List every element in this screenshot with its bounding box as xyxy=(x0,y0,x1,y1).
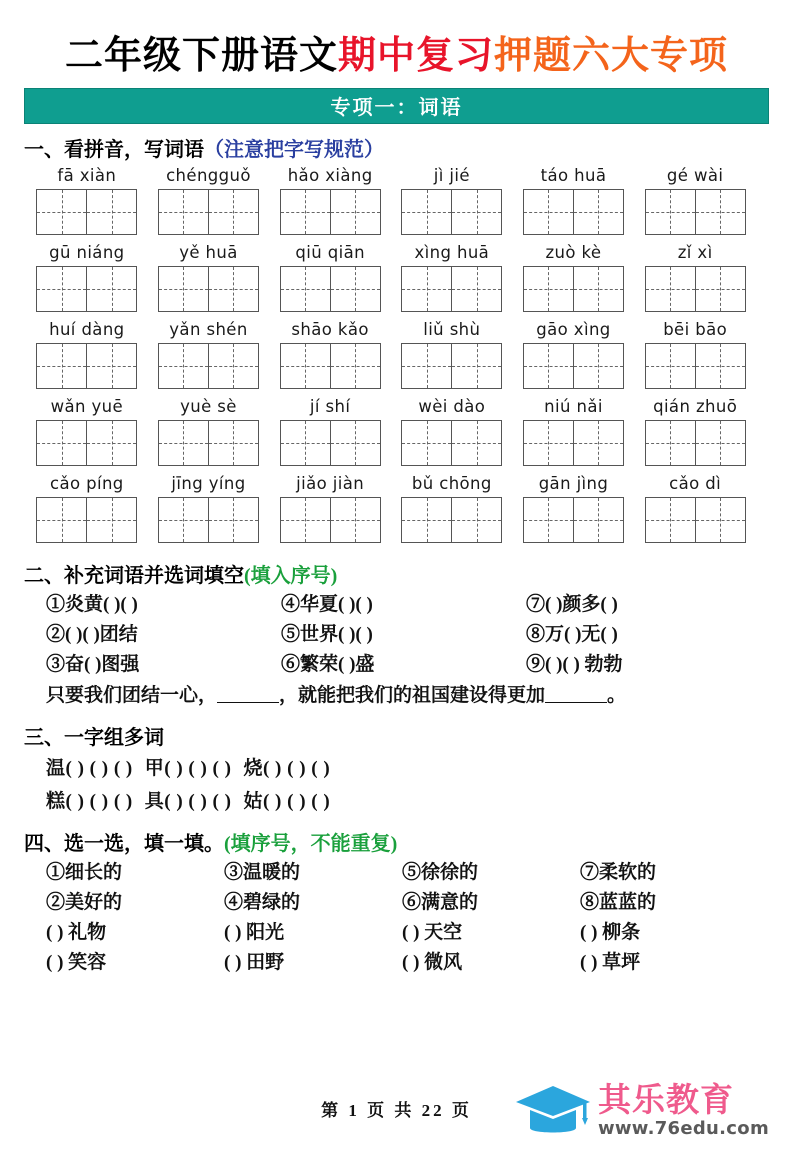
pinyin-label: qiū qiān xyxy=(295,242,365,262)
tianzige-cell[interactable] xyxy=(330,498,380,542)
section2-row xyxy=(46,620,769,650)
section4-options-row xyxy=(46,888,769,918)
tianzige-cell[interactable] xyxy=(695,190,745,234)
tianzige-cell[interactable] xyxy=(208,190,258,234)
pinyin-item xyxy=(32,473,142,543)
section2-heading-text: 二、补充词语并选词填空 xyxy=(24,562,244,587)
tianzige-cell[interactable] xyxy=(86,267,136,311)
char-brackets[interactable]: ( ) ( ) ( ) xyxy=(164,757,232,779)
tianzige-box[interactable] xyxy=(36,189,137,235)
tianzige-box[interactable] xyxy=(280,497,381,543)
tianzige-cell[interactable] xyxy=(646,344,695,388)
option-item[interactable]: ⑤徐徐的 xyxy=(402,861,479,883)
tianzige-box[interactable] xyxy=(523,266,624,312)
section4-blanks-row xyxy=(46,918,769,948)
tianzige-cell[interactable] xyxy=(695,498,745,542)
pinyin-item xyxy=(32,396,142,466)
tianzige-cell[interactable] xyxy=(451,344,501,388)
pinyin-label: gé wài xyxy=(666,165,724,185)
tianzige-cell[interactable] xyxy=(159,344,208,388)
section4-blanks-row xyxy=(46,948,769,978)
sentence-blank-2[interactable] xyxy=(545,702,607,703)
pinyin-label: táo huā xyxy=(540,165,607,185)
title-black-part: 二年级下册语文 xyxy=(64,33,338,77)
tianzige-cell[interactable] xyxy=(37,190,86,234)
tianzige-box[interactable] xyxy=(36,497,137,543)
pinyin-label: gū niáng xyxy=(49,242,125,262)
pinyin-item xyxy=(519,165,629,235)
page-title xyxy=(24,34,769,78)
tianzige-cell[interactable] xyxy=(330,344,380,388)
tianzige-box[interactable] xyxy=(401,266,502,312)
tianzige-cell[interactable] xyxy=(208,421,258,465)
pinyin-item xyxy=(154,473,264,543)
title-red-part: 期中复习 xyxy=(337,33,494,77)
pinyin-label: huí dàng xyxy=(49,319,125,339)
section3-heading xyxy=(24,721,769,750)
pinyin-label: fā xiàn xyxy=(57,165,117,185)
pinyin-label: jí shí xyxy=(309,396,351,416)
tianzige-cell[interactable] xyxy=(695,267,745,311)
char-label: 姑 xyxy=(243,790,263,812)
blank-item[interactable]: ( ) 阳光 xyxy=(224,921,285,943)
char-label: 温 xyxy=(46,757,66,779)
tianzige-cell[interactable] xyxy=(451,267,501,311)
page-number: 第 1 页 共 22 页 xyxy=(321,1101,472,1120)
tianzige-box[interactable] xyxy=(36,420,137,466)
tianzige-cell[interactable] xyxy=(159,421,208,465)
tianzige-box[interactable] xyxy=(523,343,624,389)
tianzige-box[interactable] xyxy=(523,189,624,235)
tianzige-cell[interactable] xyxy=(402,344,451,388)
idiom-item[interactable]: ⑥繁荣( )盛 xyxy=(281,653,375,675)
tianzige-cell[interactable] xyxy=(86,421,136,465)
pinyin-item xyxy=(154,396,264,466)
tianzige-cell[interactable] xyxy=(86,344,136,388)
sentence-part-3: 。 xyxy=(607,684,627,706)
tianzige-box[interactable] xyxy=(36,343,137,389)
tianzige-box[interactable] xyxy=(158,420,259,466)
tianzige-cell[interactable] xyxy=(524,267,573,311)
pinyin-label: wǎn yuē xyxy=(50,396,124,416)
tianzige-cell[interactable] xyxy=(281,421,330,465)
char-label: 具 xyxy=(144,790,165,812)
tianzige-box[interactable] xyxy=(401,497,502,543)
pinyin-item xyxy=(32,242,142,312)
tianzige-cell[interactable] xyxy=(573,498,623,542)
tianzige-box[interactable] xyxy=(645,497,746,543)
pinyin-label: liǔ shù xyxy=(423,319,481,339)
tianzige-cell[interactable] xyxy=(451,421,501,465)
char-brackets[interactable]: ( ) ( ) ( ) xyxy=(65,757,133,779)
tianzige-cell[interactable] xyxy=(402,190,451,234)
idiom-item[interactable]: ⑨( )( ) 勃勃 xyxy=(526,653,623,675)
tianzige-cell[interactable] xyxy=(573,421,623,465)
pinyin-label: chéngguǒ xyxy=(166,165,251,185)
section1-heading xyxy=(24,133,769,162)
sentence-part-1: 只要我们团结一心， xyxy=(46,684,218,706)
tianzige-cell[interactable] xyxy=(208,344,258,388)
idiom-item[interactable]: ④华夏( )( ) xyxy=(281,593,373,615)
tianzige-cell[interactable] xyxy=(402,421,451,465)
tianzige-cell[interactable] xyxy=(208,267,258,311)
tianzige-cell[interactable] xyxy=(451,498,501,542)
pinyin-item xyxy=(275,165,385,235)
tianzige-cell[interactable] xyxy=(402,498,451,542)
tianzige-cell[interactable] xyxy=(573,267,623,311)
blank-item[interactable]: ( ) 笑容 xyxy=(46,951,107,973)
tianzige-box[interactable] xyxy=(401,189,502,235)
section4-note: (填序号，不能重复) xyxy=(224,832,398,855)
pinyin-item xyxy=(154,242,264,312)
char-label: 糕 xyxy=(46,790,66,812)
section2-note: (填入序号) xyxy=(244,564,338,587)
pinyin-label: shāo kǎo xyxy=(291,319,369,339)
pinyin-label: cǎo píng xyxy=(49,473,124,493)
section4-heading xyxy=(24,827,769,856)
tianzige-box[interactable] xyxy=(280,420,381,466)
section3-heading-text: 三、一字组多词 xyxy=(24,724,164,749)
tianzige-box[interactable] xyxy=(523,420,624,466)
pinyin-label: bǔ chōng xyxy=(411,473,492,493)
tianzige-box[interactable] xyxy=(280,189,381,235)
idiom-item[interactable]: ⑦( )颜多( ) xyxy=(526,593,618,615)
brand-url: www.76edu.com xyxy=(597,1118,769,1139)
tianzige-cell[interactable] xyxy=(159,190,208,234)
option-item[interactable]: ②美好的 xyxy=(46,891,123,913)
section-banner xyxy=(24,88,769,124)
tianzige-cell[interactable] xyxy=(330,267,380,311)
title-orange-part: 押题六大专项 xyxy=(494,33,729,77)
pinyin-label: wèi dào xyxy=(418,396,486,416)
brand-text xyxy=(597,1080,769,1139)
tianzige-box[interactable] xyxy=(280,266,381,312)
tianzige-cell[interactable] xyxy=(37,421,86,465)
tianzige-cell[interactable] xyxy=(37,344,86,388)
tianzige-cell[interactable] xyxy=(451,190,501,234)
idiom-item[interactable]: ①炎黄( )( ) xyxy=(46,593,138,615)
section3-row xyxy=(46,785,769,818)
idiom-item[interactable]: ⑤世界( )( ) xyxy=(281,623,373,645)
graduation-cap-icon xyxy=(514,1084,592,1138)
pinyin-item xyxy=(275,242,385,312)
pinyin-item xyxy=(640,473,750,543)
section3-row xyxy=(46,752,769,785)
tianzige-cell[interactable] xyxy=(330,190,380,234)
tianzige-cell[interactable] xyxy=(281,190,330,234)
section2-heading xyxy=(24,559,769,588)
pinyin-item xyxy=(640,165,750,235)
tianzige-box[interactable] xyxy=(36,266,137,312)
pinyin-label: zuò kè xyxy=(545,242,602,262)
tianzige-box[interactable] xyxy=(401,420,502,466)
option-item[interactable]: ③温暖的 xyxy=(224,861,301,883)
tianzige-cell[interactable] xyxy=(37,498,86,542)
tianzige-box[interactable] xyxy=(523,497,624,543)
pinyin-label: qián zhuō xyxy=(653,396,738,416)
pinyin-item xyxy=(275,473,385,543)
idiom-item[interactable]: ②( )( )团结 xyxy=(46,623,138,645)
section4-options-row xyxy=(46,858,769,888)
page-footer xyxy=(0,1078,793,1138)
option-item[interactable]: ④碧绿的 xyxy=(224,891,301,913)
tianzige-cell[interactable] xyxy=(159,267,208,311)
pinyin-label: yuè sè xyxy=(180,396,237,416)
tianzige-box[interactable] xyxy=(645,266,746,312)
section1-note: （注意把字写规范） xyxy=(204,138,384,161)
pinyin-label: bēi bāo xyxy=(663,319,728,339)
pinyin-item xyxy=(397,396,507,466)
tianzige-box[interactable] xyxy=(158,497,259,543)
pinyin-label: yě huā xyxy=(179,242,238,262)
blank-item[interactable]: ( ) 礼物 xyxy=(46,921,107,943)
option-item[interactable]: ⑦柔软的 xyxy=(580,861,657,883)
tianzige-cell[interactable] xyxy=(281,344,330,388)
pinyin-label: yǎn shén xyxy=(169,319,248,339)
tianzige-cell[interactable] xyxy=(524,190,573,234)
char-brackets[interactable]: ( ) ( ) ( ) xyxy=(65,790,133,812)
tianzige-cell[interactable] xyxy=(402,267,451,311)
idiom-item[interactable]: ③奋( )图强 xyxy=(46,653,140,675)
tianzige-cell[interactable] xyxy=(573,190,623,234)
pinyin-item xyxy=(640,396,750,466)
section-banner-label: 专项一：词语 xyxy=(330,95,463,120)
blank-item[interactable]: ( ) 天空 xyxy=(402,921,463,943)
tianzige-cell[interactable] xyxy=(573,344,623,388)
tianzige-cell[interactable] xyxy=(281,267,330,311)
pinyin-item xyxy=(519,473,629,543)
tianzige-cell[interactable] xyxy=(646,498,695,542)
pinyin-item xyxy=(519,396,629,466)
tianzige-cell[interactable] xyxy=(159,498,208,542)
pinyin-item xyxy=(397,242,507,312)
pinyin-label: jì jié xyxy=(433,165,470,185)
brand-logo xyxy=(514,1080,769,1139)
pinyin-label: niú nǎi xyxy=(544,396,603,416)
char-label: 烧 xyxy=(243,757,263,779)
pinyin-label: jiǎo jiàn xyxy=(296,473,365,493)
pinyin-label: hǎo xiàng xyxy=(287,165,373,185)
tianzige-cell[interactable] xyxy=(524,498,573,542)
tianzige-box[interactable] xyxy=(158,189,259,235)
section2-row xyxy=(46,650,769,680)
tianzige-cell[interactable] xyxy=(86,498,136,542)
tianzige-cell[interactable] xyxy=(646,267,695,311)
char-label: 甲 xyxy=(144,757,165,779)
pinyin-item xyxy=(519,242,629,312)
option-item[interactable]: ⑥满意的 xyxy=(402,891,479,913)
pinyin-item xyxy=(32,165,142,235)
tianzige-cell[interactable] xyxy=(695,421,745,465)
tianzige-box[interactable] xyxy=(645,189,746,235)
char-brackets[interactable]: ( ) ( ) ( ) xyxy=(262,790,331,812)
tianzige-box[interactable] xyxy=(158,266,259,312)
pinyin-item xyxy=(154,319,264,389)
tianzige-box[interactable] xyxy=(280,343,381,389)
idiom-item[interactable]: ⑧万( )无( ) xyxy=(526,623,618,645)
section4-heading-text: 四、选一选，填一填。 xyxy=(24,830,224,855)
option-item[interactable]: ①细长的 xyxy=(46,861,123,883)
tianzige-cell[interactable] xyxy=(524,421,573,465)
char-brackets[interactable]: ( ) ( ) ( ) xyxy=(262,757,331,779)
pinyin-item xyxy=(397,473,507,543)
pinyin-item xyxy=(397,165,507,235)
tianzige-cell[interactable] xyxy=(330,421,380,465)
tianzige-box[interactable] xyxy=(645,420,746,466)
pinyin-item xyxy=(275,319,385,389)
tianzige-box[interactable] xyxy=(158,343,259,389)
pinyin-item xyxy=(640,242,750,312)
tianzige-cell[interactable] xyxy=(524,344,573,388)
option-item[interactable]: ⑧蓝蓝的 xyxy=(580,891,657,913)
tianzige-cell[interactable] xyxy=(281,498,330,542)
tianzige-box[interactable] xyxy=(401,343,502,389)
blank-item[interactable]: ( ) 田野 xyxy=(224,951,285,973)
pinyin-label: xìng huā xyxy=(414,242,490,262)
tianzige-cell[interactable] xyxy=(646,421,695,465)
pinyin-item xyxy=(519,319,629,389)
pinyin-label: zǐ xì xyxy=(677,242,713,262)
worksheet-page xyxy=(0,34,793,1156)
section2-row xyxy=(46,590,769,620)
pinyin-item xyxy=(640,319,750,389)
tianzige-box[interactable] xyxy=(645,343,746,389)
section1-heading-text: 一、看拼音，写词语 xyxy=(24,136,204,161)
tianzige-cell[interactable] xyxy=(86,190,136,234)
tianzige-cell[interactable] xyxy=(695,344,745,388)
brand-name: 其乐教育 xyxy=(597,1080,734,1119)
sentence-blank-1[interactable] xyxy=(217,702,279,703)
section2-sentence xyxy=(46,680,769,712)
pinyin-label: gān jìng xyxy=(538,473,609,493)
blank-item[interactable]: ( ) 微风 xyxy=(402,951,463,973)
blank-item[interactable]: ( ) 草坪 xyxy=(580,951,641,973)
pinyin-label: gāo xìng xyxy=(536,319,611,339)
pinyin-item xyxy=(397,319,507,389)
tianzige-cell[interactable] xyxy=(208,498,258,542)
sentence-part-2: ，就能把我们的祖国建设得更加 xyxy=(279,684,546,706)
pinyin-item xyxy=(275,396,385,466)
pinyin-label: cǎo dì xyxy=(669,473,722,493)
pinyin-grid xyxy=(32,165,750,550)
pinyin-label: jīng yíng xyxy=(171,473,246,493)
blank-item[interactable]: ( ) 柳条 xyxy=(580,921,641,943)
char-brackets[interactable]: ( ) ( ) ( ) xyxy=(164,790,232,812)
tianzige-cell[interactable] xyxy=(37,267,86,311)
pinyin-item xyxy=(154,165,264,235)
pinyin-item xyxy=(32,319,142,389)
tianzige-cell[interactable] xyxy=(646,190,695,234)
